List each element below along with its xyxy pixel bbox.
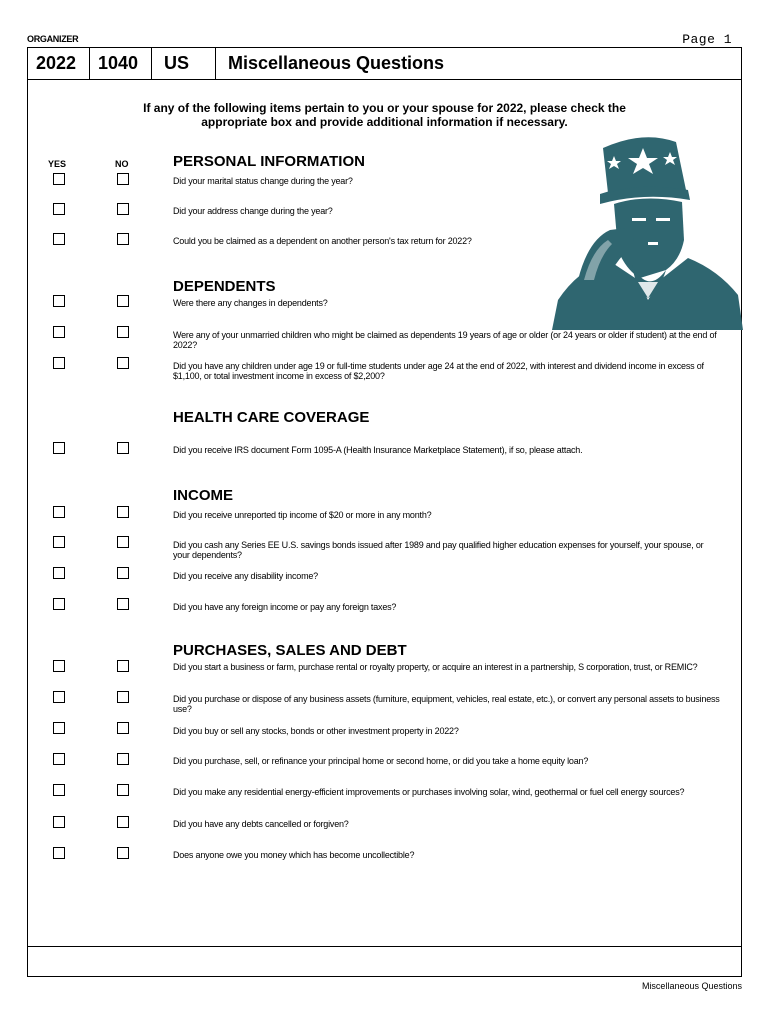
intro-text [28, 101, 741, 129]
form-number: 1040 [90, 48, 152, 79]
page-number: Page 1 [682, 32, 732, 47]
question-text: Did you receive any disability income? [173, 571, 318, 581]
yes-checkbox[interactable] [53, 753, 65, 765]
question-text: Did you have any debts cancelled or forgiven? [173, 819, 349, 829]
no-checkbox[interactable] [117, 784, 129, 796]
yes-checkbox[interactable] [53, 536, 65, 548]
intro-line-1: If any of the following items pertain to you or your spouse for 2022, please check the [143, 101, 626, 115]
no-checkbox[interactable] [117, 233, 129, 245]
no-checkbox[interactable] [117, 691, 129, 703]
yes-column-header: YES [48, 159, 67, 169]
question-text: Did you make any residential energy-efficient improvements or purchases involving solar, wind, geothermal or fuel cell energy sources? [173, 787, 685, 797]
question-text: Did you receive IRS document Form 1095-A (Health Insurance Marketplace Statement), if so, please attach. [173, 445, 583, 455]
no-checkbox[interactable] [117, 506, 129, 518]
question-text: Does anyone owe you money which has become uncollectible? [173, 850, 415, 860]
question-text: Did you receive unreported tip income of $20 or more in any month? [173, 510, 432, 520]
question-text: Did your marital status change during the year? [173, 176, 353, 186]
yes-checkbox[interactable] [53, 567, 65, 579]
no-checkbox[interactable] [117, 326, 129, 338]
yes-checkbox[interactable] [53, 295, 65, 307]
question-text: Did you purchase or dispose of any business assets (furniture, equipment, vehicles, real estate, etc.), or convert any personal assets to business use? [173, 694, 720, 714]
no-checkbox[interactable] [117, 536, 129, 548]
footer-strip [28, 946, 741, 976]
yes-checkbox[interactable] [53, 203, 65, 215]
section-personal-information: PERSONAL INFORMATION [173, 153, 365, 170]
no-checkbox[interactable] [117, 295, 129, 307]
yes-checkbox[interactable] [53, 660, 65, 672]
no-checkbox[interactable] [117, 660, 129, 672]
yes-checkbox[interactable] [53, 816, 65, 828]
yes-checkbox[interactable] [53, 357, 65, 369]
no-checkbox[interactable] [117, 847, 129, 859]
no-checkbox[interactable] [117, 598, 129, 610]
yes-checkbox[interactable] [53, 173, 65, 185]
question-text: Did your address change during the year? [173, 206, 333, 216]
question-text: Did you have any foreign income or pay any foreign taxes? [173, 602, 397, 612]
no-checkbox[interactable] [117, 567, 129, 579]
question-text: Did you cash any Series EE U.S. savings bonds issued after 1989 and pay qualified higher education expenses for yourself, your spouse, or your dependents? [173, 540, 704, 560]
yes-checkbox[interactable] [53, 506, 65, 518]
organizer-label: ORGANIZER [27, 34, 79, 44]
yes-checkbox[interactable] [53, 691, 65, 703]
yes-checkbox[interactable] [53, 598, 65, 610]
question-text: Could you be claimed as a dependent on another person's tax return for 2022? [173, 236, 472, 246]
section-income: INCOME [173, 487, 233, 504]
no-checkbox[interactable] [117, 753, 129, 765]
yes-checkbox[interactable] [53, 722, 65, 734]
section-purchases-sales-debt: PURCHASES, SALES AND DEBT [173, 642, 407, 659]
question-text: Did you start a business or farm, purchase rental or royalty property, or acquire an interest in a partnership, S corporation, trust, or REMIC? [173, 662, 698, 672]
no-checkbox[interactable] [117, 203, 129, 215]
no-checkbox[interactable] [117, 722, 129, 734]
question-text: Did you have any children under age 19 or full-time students under age 24 at the end of 2022, with interest and dividend income in excess of $1,100, or total investment income in excess of $2,200? [173, 361, 704, 381]
footer-label: Miscellaneous Questions [641, 981, 742, 991]
yes-checkbox[interactable] [53, 326, 65, 338]
page-title: Miscellaneous Questions [228, 53, 445, 73]
question-text: Were any of your unmarried children who might be claimed as dependents 19 years of age or older (or 24 years or older if student) at the end of 2022? [173, 330, 717, 350]
intro-line-2: appropriate box and provide additional information if necessary. [201, 115, 568, 129]
country-code: US [152, 48, 216, 79]
section-health-care-coverage: HEALTH CARE COVERAGE [173, 409, 370, 426]
no-checkbox[interactable] [117, 816, 129, 828]
yes-checkbox[interactable] [53, 233, 65, 245]
no-checkbox[interactable] [117, 442, 129, 454]
yes-checkbox[interactable] [53, 442, 65, 454]
form-header [28, 48, 741, 80]
question-text: Did you buy or sell any stocks, bonds or other investment property in 2022? [173, 726, 459, 736]
question-text: Were there any changes in dependents? [173, 298, 328, 308]
no-column-header: NO [115, 159, 129, 169]
question-text: Did you purchase, sell, or refinance your principal home or second home, or did you take a home equity loan? [173, 756, 589, 766]
no-checkbox[interactable] [117, 357, 129, 369]
yes-checkbox[interactable] [53, 784, 65, 796]
yes-checkbox[interactable] [53, 847, 65, 859]
section-dependents: DEPENDENTS [173, 278, 276, 295]
no-checkbox[interactable] [117, 173, 129, 185]
tax-year: 2022 [28, 48, 90, 79]
